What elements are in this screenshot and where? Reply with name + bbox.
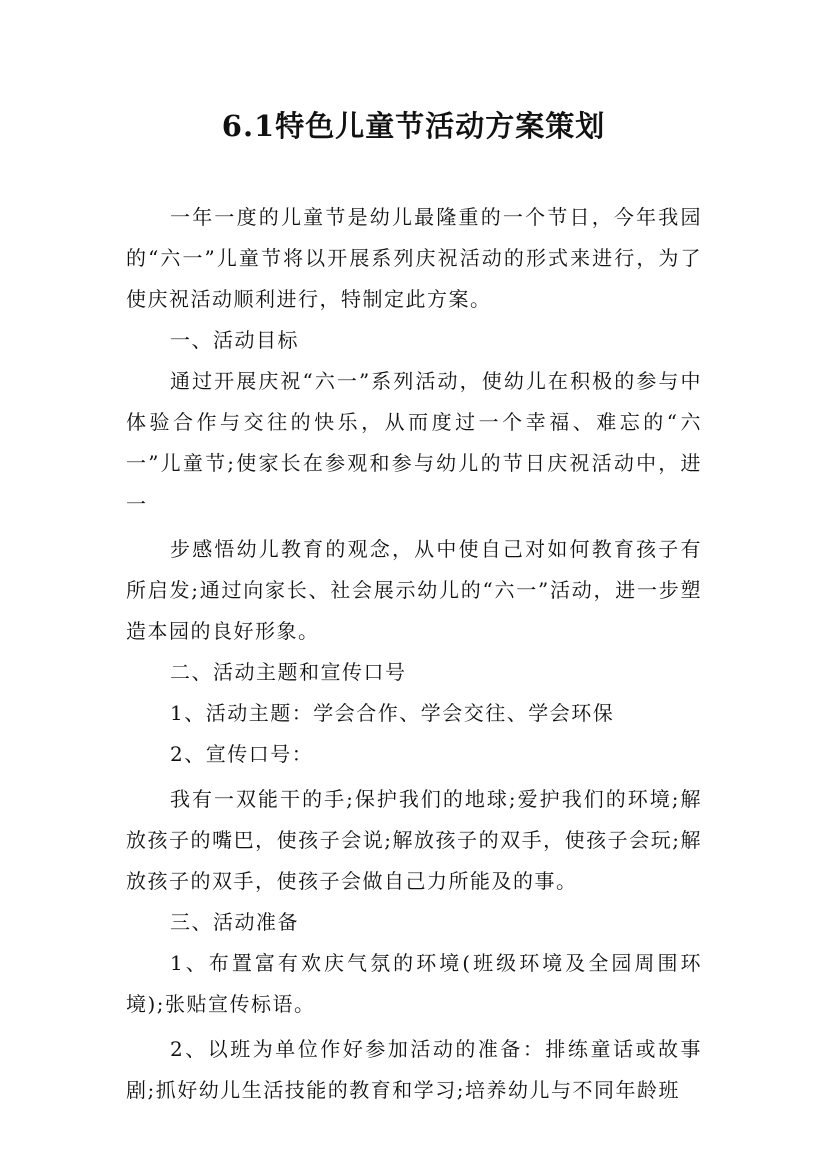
paragraph-slogan-label: 2、宣传口号： xyxy=(170,742,314,766)
section-heading-goals: 一、活动目标 xyxy=(170,328,299,352)
paragraph-preparation-1: 1、布置富有欢庆气氛的环境(班级环境及全园周围环境);张贴宣传标语。 xyxy=(126,951,702,1016)
paragraph-theme: 1、活动主题：学会合作、学会交往、学会环保 xyxy=(170,701,615,725)
paragraph-goals: 通过开展庆祝“六一”系列活动，使幼儿在积极的参与中体验合作与交往的快乐，从而度过一个幸福、难忘的“六一”儿童节;使家长在参观和参与幼儿的节日庆祝活动中，进一 xyxy=(126,369,702,516)
document-title: 6.1特色儿童节活动方案策划 xyxy=(221,109,606,143)
paragraph-intro: 一年一度的儿童节是幼儿最隆重的一个节日，今年我园的“六一”儿童节将以开展系列庆祝活动的形式来进行，为了使庆祝活动顺利进行，特制定此方案。 xyxy=(126,205,702,311)
paragraph-goals-continued: 步感悟幼儿教育的观念，从中使自己对如何教育孩子有所启发;通过向家长、社会展示幼儿的“六一”活动，进一步塑造本园的良好形象。 xyxy=(126,537,702,643)
paragraph-slogans: 我有一双能干的手;保护我们的地球;爱护我们的环境;解放孩子的嘴巴，使孩子会说;解放孩子的双手，使孩子会玩;解放孩子的双手，使孩子会做自己力所能及的事。 xyxy=(126,787,702,893)
document-body xyxy=(126,197,702,1111)
paragraph-preparation-2: 2、以班为单位作好参加活动的准备：排练童话或故事剧;抓好幼儿生活技能的教育和学习;培养幼儿与不同年龄班 xyxy=(126,1037,702,1102)
section-heading-theme: 二、活动主题和宣传口号 xyxy=(170,660,407,684)
section-heading-preparation: 三、活动准备 xyxy=(170,910,299,934)
